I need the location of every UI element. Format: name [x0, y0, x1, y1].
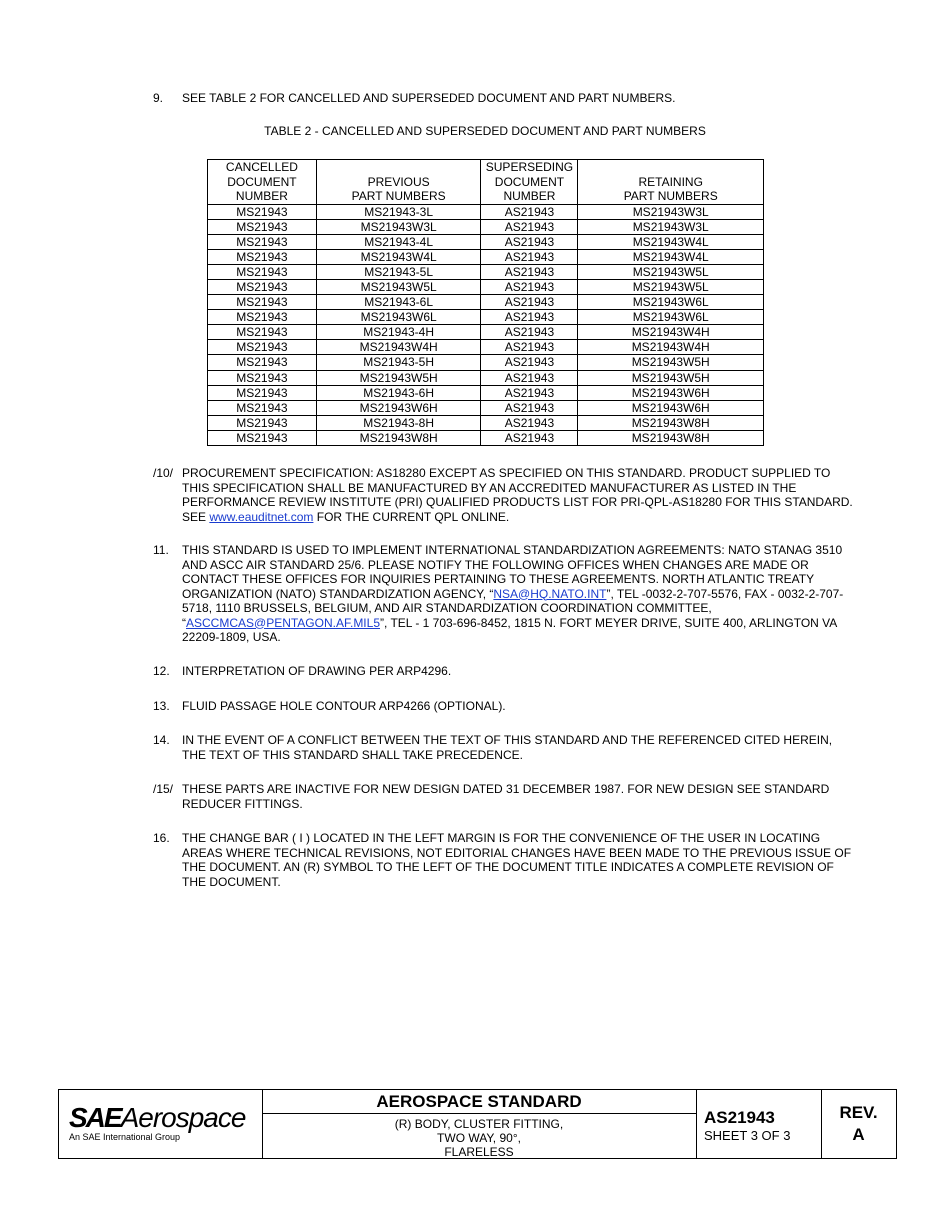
table-cell: MS21943W6H — [578, 400, 764, 415]
table-cell: MS21943W8H — [316, 430, 481, 445]
note-12 — [153, 664, 853, 679]
table-cell: MS21943W4H — [578, 325, 764, 340]
table-cell: AS21943 — [481, 370, 578, 385]
header-previous-part-numbers: PREVIOUS PART NUMBERS — [316, 160, 481, 205]
note-text: THIS STANDARD IS USED TO IMPLEMENT INTERNATIONAL STANDARDIZATION AGREEMENTS: NATO STANAG 3510 AND ASCC AIR STANDARD 25/6. PLEASE NOTIFY THE FOLLOWING OFFICES WHEN CHANGES ARE MADE OR CONTACT THESE OFFICES FOR INQUIRIES PERTAINING TO THESE AGREEMENTS. NORTH ATLANTIC TREATY ORGANIZATION (NATO) STANDARDIZATION AGENCY, “NSA@HQ.NATO.INT”, TEL -0032-2-707-5576, FAX - 0032-2-707-5718, 1110 BRUSSELS, BELGIUM, AND AIR STANDARDIZATION COORDINATION COMMITTEE, “ASCCMCAS@PENTAGON.AF.MIL5”, TEL - 1 703-696-8452, 1815 N. FORT MEYER DRIVE, SUITE 400, ARLINGTON VA 22209-1809, USA. — [182, 543, 844, 644]
table-row — [208, 204, 764, 219]
note-number: 11. — [153, 543, 169, 557]
table-row — [208, 355, 764, 370]
table-cell: AS21943 — [481, 340, 578, 355]
table-cell: MS21943W4L — [578, 234, 764, 249]
table-cell: MS21943-6L — [316, 295, 481, 310]
table-cell: AS21943 — [481, 249, 578, 264]
table-cell: AS21943 — [481, 264, 578, 279]
table-cell: MS21943W3L — [316, 219, 481, 234]
table-row — [208, 430, 764, 445]
standard-type: AEROSPACE STANDARD — [262, 1090, 696, 1114]
table-cell: MS21943-3L — [316, 204, 481, 219]
table-row — [208, 340, 764, 355]
table-cell: MS21943-5H — [316, 355, 481, 370]
note-number: /10/ — [153, 466, 174, 480]
table-cell: MS21943W6H — [578, 385, 764, 400]
revision-label: REV. — [839, 1103, 878, 1122]
table-cell: MS21943W6H — [316, 400, 481, 415]
table-cell: MS21943W4H — [578, 340, 764, 355]
title-block-revision — [821, 1090, 896, 1158]
table-row — [208, 264, 764, 279]
header-cancelled-document: CANCELLED DOCUMENT NUMBER — [208, 160, 317, 205]
table-cell: MS21943 — [208, 430, 317, 445]
note-9 — [153, 91, 853, 106]
table-cell: MS21943 — [208, 264, 317, 279]
table-cell: MS21943 — [208, 340, 317, 355]
table-cell: MS21943W4L — [316, 249, 481, 264]
note-text: THESE PARTS ARE INACTIVE FOR NEW DESIGN DATED 31 DECEMBER 1987. FOR NEW DESIGN SEE STANDARD REDUCER FITTINGS. — [182, 782, 830, 811]
table-row — [208, 325, 764, 340]
table-cell: MS21943W4L — [578, 249, 764, 264]
table-cell: MS21943 — [208, 219, 317, 234]
table-cell: MS21943W6L — [578, 295, 764, 310]
logo-sae-text: SAE — [69, 1102, 121, 1133]
table-cell: MS21943 — [208, 279, 317, 294]
table-cell: AS21943 — [481, 355, 578, 370]
table-row — [208, 385, 764, 400]
table-cell: AS21943 — [481, 204, 578, 219]
logo-aerospace-text: Aerospace — [120, 1102, 246, 1133]
table-cell: MS21943W5L — [578, 264, 764, 279]
table-cell: AS21943 — [481, 400, 578, 415]
table-cell: AS21943 — [481, 234, 578, 249]
table-cell: MS21943-8H — [316, 415, 481, 430]
table-cell: MS21943 — [208, 234, 317, 249]
note-10 — [153, 466, 853, 524]
note-number: 9. — [153, 91, 164, 105]
table-cell: MS21943 — [208, 204, 317, 219]
table-body — [208, 204, 764, 446]
table-cell: MS21943W5H — [316, 370, 481, 385]
note-text: IN THE EVENT OF A CONFLICT BETWEEN THE TEXT OF THIS STANDARD AND THE REFERENCED CITED HEREIN, THE TEXT OF THIS STANDARD SHALL TAKE PRECEDENCE. — [182, 733, 833, 762]
note-number: 13. — [153, 699, 170, 713]
note-15 — [153, 782, 853, 811]
table-cell: MS21943W3L — [578, 219, 764, 234]
table-cell: AS21943 — [481, 295, 578, 310]
table-cell: MS21943W8H — [578, 430, 764, 445]
table-cell: MS21943 — [208, 355, 317, 370]
table-cell: MS21943W5L — [316, 279, 481, 294]
table-cell: AS21943 — [481, 310, 578, 325]
title-block-description — [262, 1090, 697, 1158]
table-row — [208, 234, 764, 249]
note-16 — [153, 831, 853, 889]
table-cell: MS21943W8H — [578, 415, 764, 430]
table-cell: MS21943W5L — [578, 279, 764, 294]
note-13 — [153, 699, 853, 714]
title-block-doc-number — [696, 1090, 822, 1158]
table-cell: AS21943 — [481, 385, 578, 400]
ascc-email-link[interactable]: ASCCMCAS@PENTAGON.AF.MIL5 — [186, 615, 380, 630]
table-cell: MS21943-6H — [316, 385, 481, 400]
table-cell: AS21943 — [481, 325, 578, 340]
table-cell: AS21943 — [481, 279, 578, 294]
table-cell: MS21943 — [208, 310, 317, 325]
table-cell: AS21943 — [481, 415, 578, 430]
table-cell: MS21943 — [208, 295, 317, 310]
table-cell: MS21943 — [208, 325, 317, 340]
revision-value: A — [852, 1125, 865, 1144]
table-cell: MS21943-4L — [316, 234, 481, 249]
table-title: TABLE 2 - CANCELLED AND SUPERSEDED DOCUMENT AND PART NUMBERS — [264, 124, 706, 138]
table-row — [208, 370, 764, 385]
table-cell: MS21943W5H — [578, 355, 764, 370]
part-description: (R) BODY, CLUSTER FITTING, TWO WAY, 90°, FLARELESS — [394, 1117, 564, 1159]
table-row — [208, 219, 764, 234]
table-cell: MS21943-5L — [316, 264, 481, 279]
table-cell: AS21943 — [481, 430, 578, 445]
note-text: SEE TABLE 2 FOR CANCELLED AND SUPERSEDED DOCUMENT AND PART NUMBERS. — [182, 91, 676, 105]
parts-table — [207, 159, 764, 446]
table-row — [208, 310, 764, 325]
table-row — [208, 249, 764, 264]
note-number: 12. — [153, 664, 170, 678]
note-text: FLUID PASSAGE HOLE CONTOUR ARP4266 (OPTIONAL). — [182, 699, 506, 713]
table-cell: MS21943W3L — [578, 204, 764, 219]
table-cell: MS21943W5H — [578, 370, 764, 385]
table-cell: MS21943W6L — [316, 310, 481, 325]
eauditnet-link[interactable]: www.eauditnet.com — [209, 509, 314, 524]
table-row — [208, 295, 764, 310]
note-11 — [153, 543, 853, 645]
title-block — [58, 1089, 897, 1159]
table-header-row — [208, 160, 764, 205]
table-cell: MS21943-4H — [316, 325, 481, 340]
note-text: PROCUREMENT SPECIFICATION: AS18280 EXCEPT AS SPECIFIED ON THIS STANDARD. PRODUCT SUPPLIED TO THIS SPECIFICATION SHALL BE MANUFACTURED BY AN ACCREDITED MANUFACTURER AS LISTED IN THE PERFORMANCE REVIEW INSTITUTE (PRI) QUALIFIED PRODUCTS LIST FOR PRI-QPL-AS18280 FOR THIS STANDARD. SEE www.eauditnet.com FOR THE CURRENT QPL ONLINE. — [182, 466, 853, 524]
table-cell: MS21943 — [208, 385, 317, 400]
note-text: THE CHANGE BAR ( I ) LOCATED IN THE LEFT MARGIN IS FOR THE CONVENIENCE OF THE USER IN LOCATING AREAS WHERE TECHNICAL REVISIONS, NOT EDITORIAL CHANGES HAVE BEEN MADE TO THE PREVIOUS ISSUE OF THE DOCUMENT. AN (R) SYMBOL TO THE LEFT OF THE DOCUMENT TITLE INDICATES A COMPLETE REVISION OF THE DOCUMENT. — [182, 831, 852, 889]
table-cell: MS21943 — [208, 370, 317, 385]
note-number: /15/ — [153, 782, 174, 796]
note-number: 16. — [153, 831, 170, 845]
header-retaining-part-numbers: RETAINING PART NUMBERS — [578, 160, 764, 205]
document-number: AS21943 — [704, 1108, 775, 1127]
nato-email-link[interactable]: NSA@HQ.NATO.INT — [493, 586, 607, 601]
table-row — [208, 279, 764, 294]
table-row — [208, 400, 764, 415]
sae-aerospace-logo — [59, 1090, 263, 1158]
sheet-number: SHEET 3 OF 3 — [704, 1128, 791, 1143]
note-text: INTERPRETATION OF DRAWING PER ARP4296. — [182, 664, 452, 678]
table-cell: MS21943W4H — [316, 340, 481, 355]
logo-subtitle: An SAE International Group — [69, 1132, 181, 1142]
header-superseding-document: SUPERSEDING DOCUMENT NUMBER — [481, 160, 578, 205]
table-cell: AS21943 — [481, 219, 578, 234]
table-cell: MS21943 — [208, 415, 317, 430]
table-row — [208, 415, 764, 430]
note-number: 14. — [153, 733, 170, 747]
note-14 — [153, 733, 853, 762]
table-cell: MS21943W6L — [578, 310, 764, 325]
table-cell: MS21943 — [208, 249, 317, 264]
table-cell: MS21943 — [208, 400, 317, 415]
